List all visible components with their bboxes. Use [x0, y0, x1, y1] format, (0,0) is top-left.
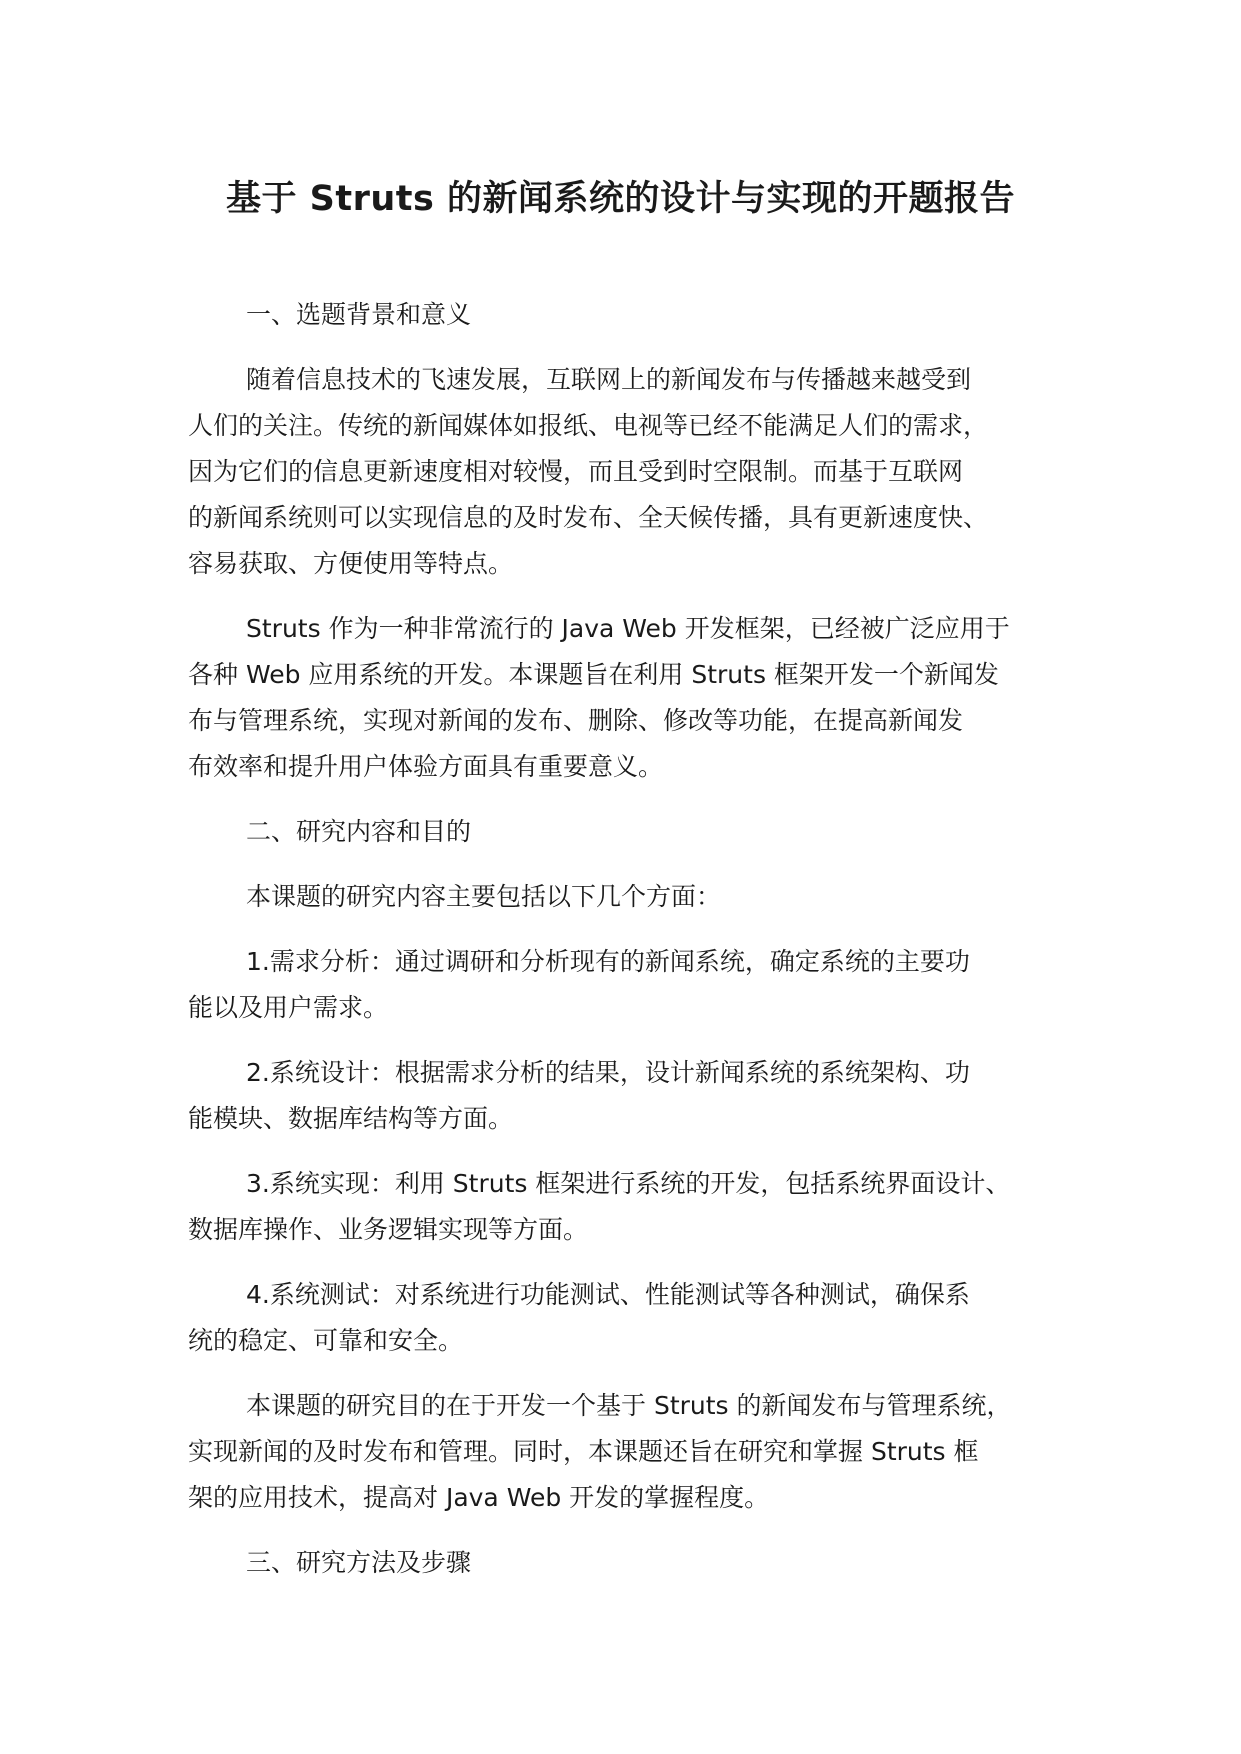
list-item — [188, 1161, 1088, 1253]
text-line: Struts 作为一种非常流行的 Java Web 开发框架，已经被广泛应用于 — [246, 614, 1010, 643]
text-line: 布效率和提升用户体验方面具有重要意义。 — [188, 752, 664, 781]
document-title: 基于 Struts 的新闻系统的设计与实现的开题报告 — [225, 179, 1016, 219]
document-body — [188, 292, 1088, 1605]
list-item — [188, 1050, 1088, 1142]
paragraph — [188, 357, 1088, 587]
text-line: 本课题的研究内容主要包括以下几个方面： — [246, 882, 722, 911]
text-line: 人们的关注。传统的新闻媒体如报纸、电视等已经不能满足人们的需求， — [188, 411, 989, 440]
text-line: 数据库操作、业务逻辑实现等方面。 — [188, 1215, 589, 1244]
text-line: 二、研究内容和目的 — [246, 817, 472, 846]
text-line: 能模块、数据库结构等方面。 — [188, 1104, 514, 1133]
text-line: 随着信息技术的飞速发展，互联网上的新闻发布与传播越来越受到 — [246, 365, 972, 394]
text-line: 架的应用技术，提高对 Java Web 开发的掌握程度。 — [188, 1483, 770, 1512]
paragraph — [188, 874, 1088, 920]
paragraph — [188, 1383, 1088, 1521]
text-line: 实现新闻的及时发布和管理。同时，本课题还旨在研究和掌握 Struts 框 — [188, 1437, 979, 1466]
text-line: 各种 Web 应用系统的开发。本课题旨在利用 Struts 框架开发一个新闻发 — [188, 660, 999, 689]
list-item — [188, 939, 1088, 1031]
text-line: 能以及用户需求。 — [188, 993, 389, 1022]
section-heading — [188, 809, 1088, 855]
text-line: 本课题的研究目的在于开发一个基于 Struts 的新闻发布与管理系统， — [246, 1391, 1012, 1420]
list-item — [188, 1272, 1088, 1364]
section-heading — [188, 292, 1088, 338]
text-line: 1.需求分析：通过调研和分析现有的新闻系统，确定系统的主要功 — [246, 947, 970, 976]
text-line: 布与管理系统，实现对新闻的发布、删除、修改等功能，在提高新闻发 — [188, 706, 964, 735]
section-heading — [188, 1540, 1088, 1586]
text-line: 4.系统测试：对系统进行功能测试、性能测试等各种测试，确保系 — [246, 1280, 970, 1309]
text-line: 容易获取、方便使用等特点。 — [188, 549, 514, 578]
text-line: 2.系统设计：根据需求分析的结果，设计新闻系统的系统架构、功 — [246, 1058, 970, 1087]
text-line: 统的稳定、可靠和安全。 — [188, 1326, 464, 1355]
text-line: 因为它们的信息更新速度相对较慢，而且受到时空限制。而基于互联网 — [188, 457, 964, 486]
text-line: 的新闻系统则可以实现信息的及时发布、全天候传播，具有更新速度快、 — [188, 503, 989, 532]
text-line: 三、研究方法及步骤 — [246, 1548, 472, 1577]
text-line: 一、选题背景和意义 — [246, 300, 472, 329]
text-line: 3.系统实现：利用 Struts 框架进行系统的开发，包括系统界面设计、 — [246, 1169, 1011, 1198]
paragraph — [188, 606, 1088, 790]
